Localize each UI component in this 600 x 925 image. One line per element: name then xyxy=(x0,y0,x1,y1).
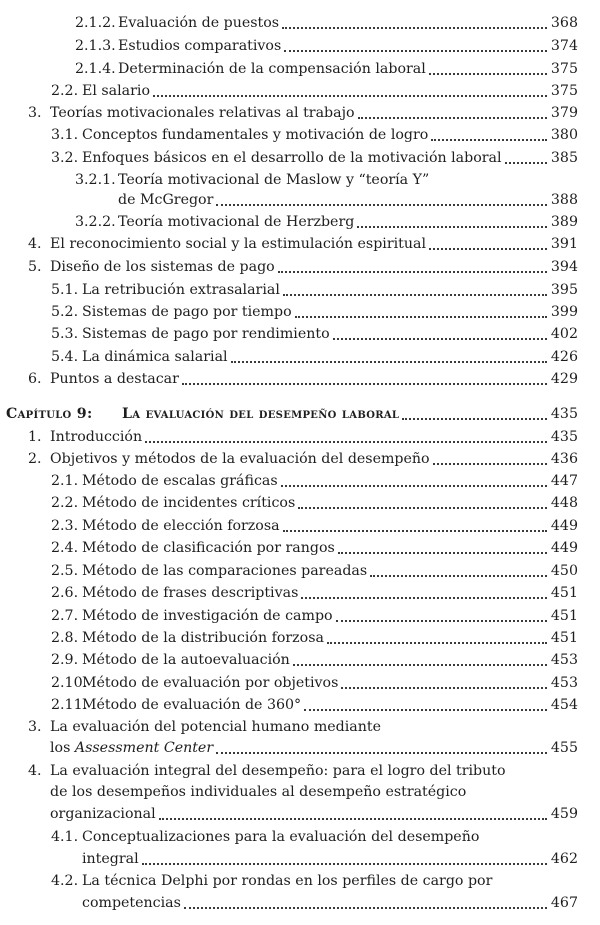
entry-title: Método de las comparaciones pareadas xyxy=(82,563,368,579)
entry-page-number: 449 xyxy=(550,518,578,534)
toc-entry[interactable] xyxy=(0,737,600,759)
toc-entry[interactable] xyxy=(0,605,600,627)
entry-number: 5.1. xyxy=(51,282,79,298)
entry-page-number: 402 xyxy=(550,326,578,342)
entry-number: 1. xyxy=(28,429,42,445)
toc-entry[interactable] xyxy=(0,256,600,278)
toc-entry[interactable] xyxy=(0,649,600,671)
entry-title: Método de la distribución forzosa xyxy=(82,630,324,646)
entry-page-number: 391 xyxy=(550,236,578,252)
toc-entry[interactable] xyxy=(0,870,600,892)
entry-page-number: 454 xyxy=(550,697,578,713)
leader-dots xyxy=(216,752,547,754)
toc-entry[interactable] xyxy=(0,627,600,649)
toc-entry[interactable] xyxy=(0,102,600,124)
entry-title: Determinación de la compensación laboral xyxy=(118,61,426,77)
entry-title: Método de la autoevaluación xyxy=(82,652,290,668)
toc-entry[interactable] xyxy=(0,426,600,448)
entry-number: 3. xyxy=(28,719,42,735)
entry-page-number: 426 xyxy=(550,349,578,365)
toc-entry[interactable] xyxy=(0,279,600,301)
entry-page-number: 380 xyxy=(550,127,578,143)
toc-entry[interactable] xyxy=(0,80,600,102)
entry-page-number: 449 xyxy=(550,540,578,556)
entry-number: 4. xyxy=(28,236,42,252)
entry-title: Método de escalas gráficas xyxy=(82,473,278,489)
toc-entry[interactable] xyxy=(0,323,600,345)
entry-title: La dinámica salarial xyxy=(82,349,228,365)
toc-entry[interactable] xyxy=(0,12,600,34)
entry-title: Método de frases descriptivas xyxy=(82,585,299,601)
toc-entry[interactable] xyxy=(0,892,600,914)
entry-page-number: 451 xyxy=(550,585,578,601)
leader-dots xyxy=(153,95,547,97)
toc-entry[interactable] xyxy=(0,35,600,57)
entry-title: integral xyxy=(82,851,139,867)
entry-page-number: 389 xyxy=(550,214,578,230)
leader-dots xyxy=(231,361,547,363)
leader-dots xyxy=(301,597,547,599)
entry-title: Puntos a destacar xyxy=(50,371,179,387)
toc-entry[interactable] xyxy=(0,147,600,169)
entry-page-number: 455 xyxy=(550,740,578,756)
entry-page-number: 451 xyxy=(550,630,578,646)
toc-entry[interactable] xyxy=(0,582,600,604)
entry-title: Sistemas de pago por rendimiento xyxy=(82,326,330,342)
entry-number: Capítulo 9: xyxy=(6,406,93,422)
entry-title: Método de investigación de campo xyxy=(82,608,333,624)
entry-number: 6. xyxy=(28,371,42,387)
entry-number: 2.3. xyxy=(51,518,79,534)
leader-dots xyxy=(278,271,547,273)
entry-title: Método de evaluación por objetivos xyxy=(82,675,339,691)
entry-title: Objetivos y métodos de la evaluación del desempeño xyxy=(50,451,430,467)
entry-number: 3.2. xyxy=(51,150,79,166)
leader-dots xyxy=(216,204,547,206)
entry-number: 2.1.2. xyxy=(75,15,116,31)
entry-number: 2.4. xyxy=(51,540,79,556)
entry-title: de los desempeños individuales al desempeño estratégico xyxy=(50,784,467,800)
entry-title: Teorías motivacionales relativas al trabajo xyxy=(50,105,355,121)
entry-page-number: 451 xyxy=(550,608,578,624)
entry-title: Método de evaluación de 360° xyxy=(82,697,302,713)
toc-entry[interactable] xyxy=(0,694,600,716)
entry-title: Diseño de los sistemas de pago xyxy=(50,259,275,275)
entry-page-number: 447 xyxy=(550,473,578,489)
entry-title: Método de elección forzosa xyxy=(82,518,280,534)
leader-dots xyxy=(182,383,547,385)
leader-dots xyxy=(333,338,547,340)
leader-dots xyxy=(336,620,547,622)
entry-number: 3. xyxy=(28,105,42,121)
entry-number: 5. xyxy=(28,259,42,275)
entry-number: 2.8. xyxy=(51,630,79,646)
entry-title: El reconocimiento social y la estimulación espiritual xyxy=(50,236,426,252)
leader-dots xyxy=(284,50,547,52)
entry-number: 2.7. xyxy=(51,608,79,624)
entry-page-number: 368 xyxy=(550,15,578,31)
toc-entry[interactable] xyxy=(0,760,600,782)
toc-entry[interactable] xyxy=(0,470,600,492)
entry-number: 2.2. xyxy=(51,83,79,99)
leader-dots xyxy=(370,575,547,577)
toc-entry[interactable] xyxy=(0,301,600,323)
toc-entry[interactable] xyxy=(0,346,600,368)
entry-page-number: 395 xyxy=(550,282,578,298)
entry-number: 4.1. xyxy=(51,829,79,845)
leader-dots xyxy=(304,709,547,711)
entry-number: 4.2. xyxy=(51,873,79,889)
toc-entry[interactable] xyxy=(0,560,600,582)
entry-number: 2.5. xyxy=(51,563,79,579)
toc-entry[interactable] xyxy=(0,448,600,470)
leader-dots xyxy=(402,418,547,420)
entry-title: El salario xyxy=(82,83,151,99)
entry-page-number: 448 xyxy=(550,495,578,511)
toc-entry[interactable] xyxy=(0,672,600,694)
entry-page-number: 375 xyxy=(550,83,578,99)
entry-page-number: 374 xyxy=(550,38,578,54)
toc-entry[interactable] xyxy=(0,716,600,738)
entry-title: La evaluación del desempeño laboral xyxy=(122,406,400,422)
entry-title: La retribución extrasalarial xyxy=(82,282,280,298)
entry-page-number: 459 xyxy=(550,806,578,822)
toc-entry[interactable] xyxy=(0,537,600,559)
entry-title: Introducción xyxy=(50,429,143,445)
entry-number: 2.9. xyxy=(51,652,79,668)
entry-page-number: 453 xyxy=(550,652,578,668)
leader-dots xyxy=(298,507,547,509)
entry-title: Teoría motivacional de Herzberg xyxy=(118,214,355,230)
leader-dots xyxy=(142,863,547,865)
entry-page-number: 394 xyxy=(550,259,578,275)
leader-dots xyxy=(429,73,547,75)
toc-entry[interactable] xyxy=(0,58,600,80)
entry-page-number: 462 xyxy=(550,851,578,867)
toc-entry[interactable] xyxy=(0,781,600,803)
entry-title: Teoría motivacional de Maslow y “teoría Y” xyxy=(118,172,430,188)
leader-dots xyxy=(281,485,547,487)
entry-title: Conceptos fundamentales y motivación de logro xyxy=(82,127,429,143)
entry-number: 2. xyxy=(28,451,42,467)
entry-number: 2.1.4. xyxy=(75,61,116,77)
toc-entry[interactable] xyxy=(0,169,600,191)
entry-number: 5.4. xyxy=(51,349,79,365)
entry-page-number: 399 xyxy=(550,304,578,320)
leader-dots xyxy=(505,162,547,164)
toc-entry[interactable] xyxy=(0,233,600,255)
entry-number: 2.1.3. xyxy=(75,38,116,54)
entry-number: 2.10. xyxy=(51,675,88,691)
entry-number: 3.2.2. xyxy=(75,214,116,230)
leader-dots xyxy=(341,687,547,689)
entry-title: Método de clasificación por rangos xyxy=(82,540,335,556)
chapter-heading[interactable] xyxy=(0,403,600,425)
leader-dots xyxy=(338,552,547,554)
entry-page-number: 453 xyxy=(550,675,578,691)
entry-title: organizacional xyxy=(50,806,156,822)
entry-page-number: 379 xyxy=(550,105,578,121)
entry-number: 2.1. xyxy=(51,473,79,489)
leader-dots xyxy=(283,294,547,296)
entry-title: los Assessment Center xyxy=(50,740,214,756)
entry-page-number: 388 xyxy=(550,192,578,208)
entry-page-number: 429 xyxy=(550,371,578,387)
leader-dots xyxy=(295,316,547,318)
leader-dots xyxy=(429,248,547,250)
entry-title: Conceptualizaciones para la evaluación del desempeño xyxy=(82,829,480,845)
toc-entry[interactable] xyxy=(0,826,600,848)
entry-number: 2.11. xyxy=(51,697,88,713)
entry-title: Enfoques básicos en el desarrollo de la motivación laboral xyxy=(82,150,502,166)
leader-dots xyxy=(433,463,547,465)
toc-entry[interactable] xyxy=(0,492,600,514)
leader-dots xyxy=(327,642,547,644)
leader-dots xyxy=(282,27,547,29)
entry-page-number: 436 xyxy=(550,451,578,467)
entry-number: 4. xyxy=(28,763,42,779)
leader-dots xyxy=(357,226,547,228)
leader-dots xyxy=(431,139,547,141)
toc-entry[interactable] xyxy=(0,803,600,825)
leader-dots xyxy=(159,818,547,820)
entry-title: La técnica Delphi por rondas en los perfiles de cargo por xyxy=(82,873,493,889)
entry-number: 3.1. xyxy=(51,127,79,143)
entry-number: 2.6. xyxy=(51,585,79,601)
entry-title: de McGregor xyxy=(118,192,214,208)
entry-title: Método de incidentes críticos xyxy=(82,495,296,511)
entry-number: 5.3. xyxy=(51,326,79,342)
entry-page-number: 385 xyxy=(550,150,578,166)
entry-title: Sistemas de pago por tiempo xyxy=(82,304,292,320)
toc-entry[interactable] xyxy=(0,124,600,146)
entry-page-number: 375 xyxy=(550,61,578,77)
toc-entry[interactable] xyxy=(0,211,600,233)
entry-title: La evaluación del potencial humano mediante xyxy=(50,719,381,735)
toc-entry[interactable] xyxy=(0,848,600,870)
entry-title: competencias xyxy=(82,895,181,911)
entry-title: Estudios comparativos xyxy=(118,38,282,54)
toc-entry[interactable] xyxy=(0,515,600,537)
toc-entry[interactable] xyxy=(0,189,600,211)
leader-dots xyxy=(283,530,547,532)
leader-dots xyxy=(358,117,547,119)
entry-page-number: 450 xyxy=(550,563,578,579)
entry-number: 3.2.1. xyxy=(75,172,116,188)
toc-entry[interactable] xyxy=(0,368,600,390)
entry-page-number: 467 xyxy=(550,895,578,911)
entry-title: La evaluación integral del desempeño: para el logro del tributo xyxy=(50,763,506,779)
entry-page-number: 435 xyxy=(550,429,578,445)
entry-page-number: 435 xyxy=(550,406,578,422)
leader-dots xyxy=(293,664,547,666)
leader-dots xyxy=(145,441,547,443)
leader-dots xyxy=(184,907,547,909)
entry-number: 5.2. xyxy=(51,304,79,320)
entry-title: Evaluación de puestos xyxy=(118,15,280,31)
entry-number: 2.2. xyxy=(51,495,79,511)
